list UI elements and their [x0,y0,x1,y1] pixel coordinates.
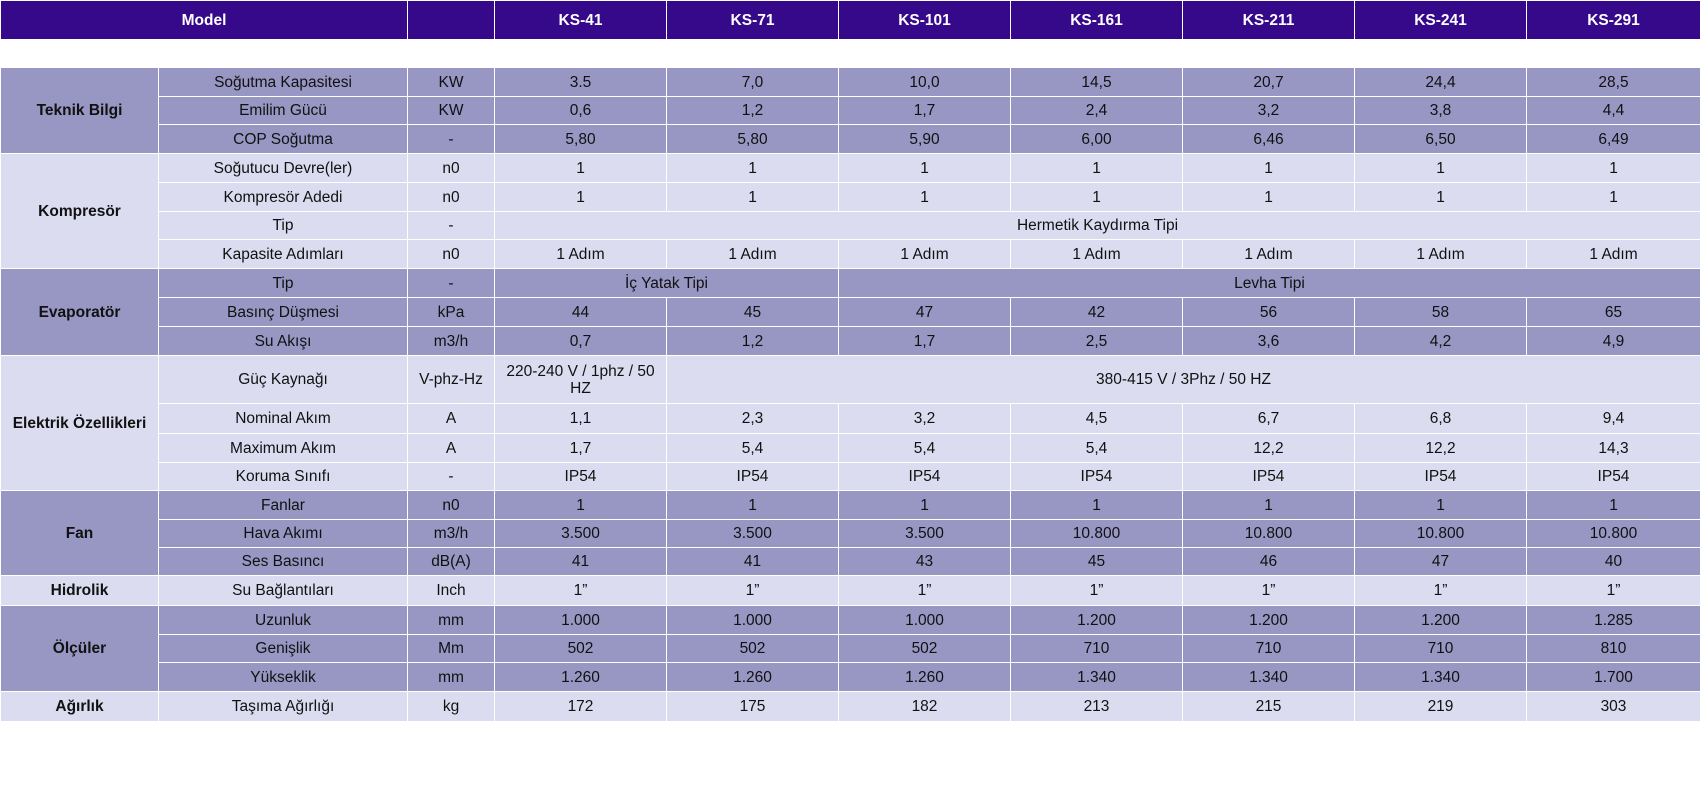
value-cell: 1 Adım [1527,240,1700,269]
value-cell: 1 [1011,154,1183,183]
table-row [1,298,1700,327]
value-cell: 42 [1011,298,1183,327]
model-header: KS-41 [495,1,667,40]
table-row [1,404,1700,434]
param-label: Basınç Düşmesi [159,298,408,327]
value-cell: 1 [1011,183,1183,212]
value-cell: 1 [667,183,839,212]
value-cell: 10.800 [1355,520,1527,548]
value-cell: 172 [495,692,667,722]
value-cell: 0,6 [495,97,667,125]
value-cell: 1.000 [667,606,839,635]
value-cell: 6,7 [1183,404,1355,434]
param-label: Maximum Akım [159,434,408,463]
value-cell: 810 [1527,635,1700,663]
value-cell: 3.500 [667,520,839,548]
unit-cell: - [408,463,495,491]
table-row [1,663,1700,692]
value-cell: 1 [1183,491,1355,520]
value-cell: 1.200 [1355,606,1527,635]
value-cell: 47 [839,298,1011,327]
model-header: KS-211 [1183,1,1355,40]
param-label: Emilim Gücü [159,97,408,125]
value-cell: 5,80 [495,125,667,154]
model-header: KS-101 [839,1,1011,40]
value-cell: 4,4 [1527,97,1700,125]
value-cell: 502 [495,635,667,663]
value-cell: 1” [1527,576,1700,606]
value-cell: 9,4 [1527,404,1700,434]
value-cell: 6,00 [1011,125,1183,154]
value-cell: 14,5 [1011,68,1183,97]
unit-cell: dB(A) [408,548,495,576]
value-cell: 1 [1527,491,1700,520]
value-cell: 3,6 [1183,327,1355,356]
value-cell: 1 [1355,154,1527,183]
unit-cell: n0 [408,240,495,269]
value-cell: 1 [1527,183,1700,212]
value-cell: 44 [495,298,667,327]
value-cell: 40 [1527,548,1700,576]
table-row [1,491,1700,520]
param-label: Su Bağlantıları [159,576,408,606]
group-label: Hidrolik [1,576,159,606]
value-cell: 46 [1183,548,1355,576]
split-value-cell: 220-240 V / 1phz / 50 HZ [495,356,667,404]
model-header: KS-71 [667,1,839,40]
value-cell: 28,5 [1527,68,1700,97]
value-cell: 710 [1011,635,1183,663]
value-cell: IP54 [839,463,1011,491]
table-row [1,154,1700,183]
value-cell: 45 [1011,548,1183,576]
value-cell: 5,4 [667,434,839,463]
spec-body [1,68,1700,722]
value-cell: 1 [839,491,1011,520]
value-cell: 5,90 [839,125,1011,154]
table-row [1,635,1700,663]
value-cell: 1,2 [667,327,839,356]
value-cell: 1.200 [1183,606,1355,635]
unit-cell: V-phz-Hz [408,356,495,404]
unit-cell: mm [408,606,495,635]
value-cell: 5,4 [839,434,1011,463]
value-cell: 41 [495,548,667,576]
table-row [1,97,1700,125]
group-label: Kompresör [1,154,159,269]
unit-cell: - [408,125,495,154]
value-cell: 1,7 [495,434,667,463]
table-row [1,269,1700,298]
value-cell: 6,46 [1183,125,1355,154]
model-header: KS-161 [1011,1,1183,40]
value-cell: 45 [667,298,839,327]
value-cell: 1 [1183,154,1355,183]
param-label: Yükseklik [159,663,408,692]
merged-value-cell: Hermetik Kaydırma Tipi [495,212,1700,240]
value-cell: 1,7 [839,327,1011,356]
table-row [1,240,1700,269]
param-label: Hava Akımı [159,520,408,548]
value-cell: 710 [1355,635,1527,663]
value-cell: 4,5 [1011,404,1183,434]
table-row [1,183,1700,212]
value-cell: 1” [667,576,839,606]
value-cell: 3,2 [839,404,1011,434]
param-label: Soğutma Kapasitesi [159,68,408,97]
value-cell: 2,3 [667,404,839,434]
value-cell: 2,4 [1011,97,1183,125]
model-header-label: Model [1,1,408,40]
value-cell: 10,0 [839,68,1011,97]
group-label: Fan [1,491,159,576]
value-cell: 1,1 [495,404,667,434]
value-cell: 3.500 [839,520,1011,548]
value-cell: 12,2 [1355,434,1527,463]
value-cell: 12,2 [1183,434,1355,463]
param-label: Fanlar [159,491,408,520]
unit-cell: A [408,404,495,434]
unit-cell: kg [408,692,495,722]
value-cell: 1 [1355,491,1527,520]
unit-cell: n0 [408,491,495,520]
value-cell: 1 Adım [1355,240,1527,269]
param-label: Kompresör Adedi [159,183,408,212]
unit-cell: mm [408,663,495,692]
value-cell: 1 [1011,491,1183,520]
unit-cell: A [408,434,495,463]
unit-cell: n0 [408,154,495,183]
value-cell: 502 [667,635,839,663]
spacer-row [1,40,1700,68]
unit-header [408,1,495,40]
header-row [1,1,1700,40]
value-cell: 14,3 [1527,434,1700,463]
param-label: Taşıma Ağırlığı [159,692,408,722]
value-cell: 20,7 [1183,68,1355,97]
value-cell: 7,0 [667,68,839,97]
unit-cell: KW [408,97,495,125]
table-row [1,692,1700,722]
value-cell: 1 [839,154,1011,183]
value-cell: 1.340 [1011,663,1183,692]
value-cell: 2,5 [1011,327,1183,356]
param-label: Nominal Akım [159,404,408,434]
value-cell: 1.260 [839,663,1011,692]
value-cell: 1 [1527,154,1700,183]
unit-cell: m3/h [408,520,495,548]
value-cell: IP54 [1527,463,1700,491]
value-cell: 182 [839,692,1011,722]
value-cell: 1 [667,491,839,520]
value-cell: 1.340 [1355,663,1527,692]
value-cell: 41 [667,548,839,576]
value-cell: 3,8 [1355,97,1527,125]
table-row [1,548,1700,576]
split-value-cell: İç Yatak Tipi [495,269,839,298]
value-cell: 3.500 [495,520,667,548]
value-cell: 710 [1183,635,1355,663]
value-cell: 1 [839,183,1011,212]
value-cell: 213 [1011,692,1183,722]
value-cell: 3.5 [495,68,667,97]
param-label: Kapasite Adımları [159,240,408,269]
value-cell: 175 [667,692,839,722]
value-cell: 215 [1183,692,1355,722]
value-cell: 1.285 [1527,606,1700,635]
value-cell: 1 Adım [1011,240,1183,269]
unit-cell: - [408,269,495,298]
value-cell: IP54 [495,463,667,491]
value-cell: 24,4 [1355,68,1527,97]
value-cell: 1” [1355,576,1527,606]
table-row [1,463,1700,491]
value-cell: 4,9 [1527,327,1700,356]
value-cell: IP54 [1011,463,1183,491]
value-cell: 56 [1183,298,1355,327]
param-label: Soğutucu Devre(ler) [159,154,408,183]
table-row [1,520,1700,548]
unit-cell: Inch [408,576,495,606]
unit-cell: m3/h [408,327,495,356]
unit-cell: - [408,212,495,240]
value-cell: 3,2 [1183,97,1355,125]
param-label: Su Akışı [159,327,408,356]
group-label: Teknik Bilgi [1,68,159,154]
value-cell: 6,49 [1527,125,1700,154]
value-cell: 1 Adım [667,240,839,269]
group-label: Elektrik Özellikleri [1,356,159,491]
table-row [1,68,1700,97]
value-cell: 1 [495,154,667,183]
value-cell: 1,2 [667,97,839,125]
value-cell: 4,2 [1355,327,1527,356]
value-cell: 1,7 [839,97,1011,125]
split-value-cell: Levha Tipi [839,269,1700,298]
unit-cell: KW [408,68,495,97]
table-row [1,356,1700,404]
value-cell: 219 [1355,692,1527,722]
table-row [1,606,1700,635]
value-cell: IP54 [1355,463,1527,491]
param-label: Ses Basıncı [159,548,408,576]
unit-cell: kPa [408,298,495,327]
value-cell: 65 [1527,298,1700,327]
param-label: Koruma Sınıfı [159,463,408,491]
group-label: Ağırlık [1,692,159,722]
value-cell: 10.800 [1183,520,1355,548]
param-label: Tip [159,269,408,298]
value-cell: 1.200 [1011,606,1183,635]
value-cell: 1.260 [667,663,839,692]
value-cell: 10.800 [1011,520,1183,548]
unit-cell: Mm [408,635,495,663]
value-cell: 1.260 [495,663,667,692]
value-cell: 1 Adım [495,240,667,269]
value-cell: IP54 [1183,463,1355,491]
param-label: COP Soğutma [159,125,408,154]
value-cell: 1.000 [495,606,667,635]
value-cell: 1” [1011,576,1183,606]
value-cell: 58 [1355,298,1527,327]
value-cell: 1 [667,154,839,183]
table-row [1,327,1700,356]
table-row [1,212,1700,240]
value-cell: 1.700 [1527,663,1700,692]
value-cell: 0,7 [495,327,667,356]
value-cell: 1.340 [1183,663,1355,692]
value-cell: 1 [495,183,667,212]
table-row [1,576,1700,606]
value-cell: 1” [495,576,667,606]
value-cell: 1 Adım [1183,240,1355,269]
value-cell: 303 [1527,692,1700,722]
value-cell: IP54 [667,463,839,491]
group-label: Evaporatör [1,269,159,356]
table-row [1,125,1700,154]
value-cell: 43 [839,548,1011,576]
value-cell: 1 [1183,183,1355,212]
value-cell: 502 [839,635,1011,663]
table-row [1,434,1700,463]
value-cell: 5,80 [667,125,839,154]
value-cell: 10.800 [1527,520,1700,548]
value-cell: 47 [1355,548,1527,576]
value-cell: 1” [1183,576,1355,606]
value-cell: 6,8 [1355,404,1527,434]
group-label: Ölçüler [1,606,159,692]
param-label: Uzunluk [159,606,408,635]
param-label: Tip [159,212,408,240]
model-header: KS-291 [1527,1,1700,40]
unit-cell: n0 [408,183,495,212]
value-cell: 6,50 [1355,125,1527,154]
value-cell: 5,4 [1011,434,1183,463]
value-cell: 1 [1355,183,1527,212]
value-cell: 1 Adım [839,240,1011,269]
value-cell: 1 [495,491,667,520]
split-value-cell: 380-415 V / 3Phz / 50 HZ [667,356,1700,404]
param-label: Genişlik [159,635,408,663]
value-cell: 1” [839,576,1011,606]
model-header: KS-241 [1355,1,1527,40]
value-cell: 1.000 [839,606,1011,635]
param-label: Güç Kaynağı [159,356,408,404]
